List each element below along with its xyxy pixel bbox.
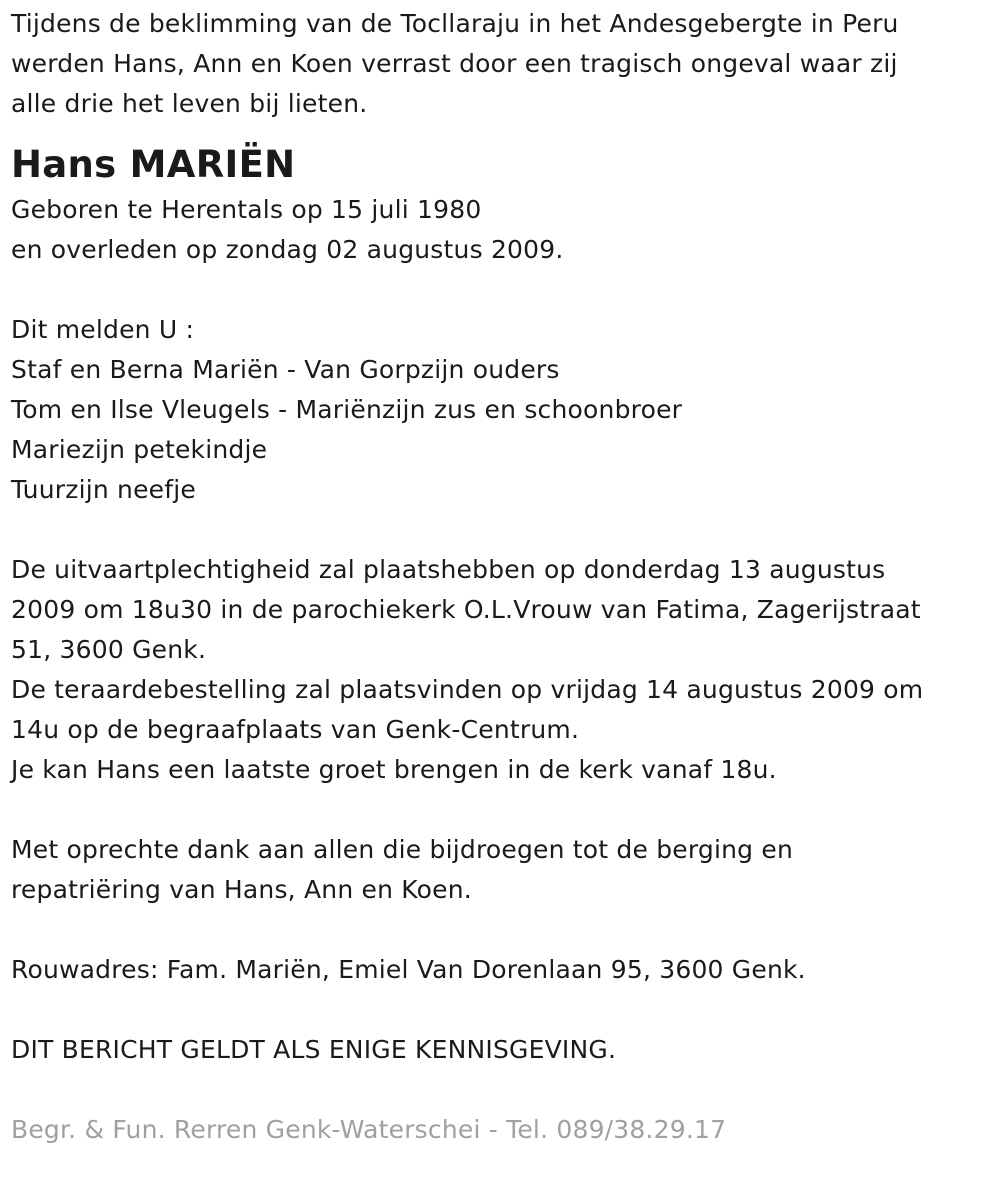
ceremony-line-3: 51, 3600 Genk. bbox=[11, 635, 207, 664]
burial-line-2: 14u op de begraafplaats van Genk-Centrum. bbox=[11, 715, 580, 744]
birth-line: Geboren te Herentals op 15 juli 1980 bbox=[11, 195, 482, 224]
spacer bbox=[11, 510, 1000, 550]
intro-paragraph bbox=[11, 4, 1000, 124]
notice-line: DIT BERICHT GELDT ALS ENIGE KENNISGEVING. bbox=[11, 1035, 617, 1064]
spacer bbox=[11, 910, 1000, 950]
burial-line-1: De teraardebestelling zal plaatsvinden op vrijdag 14 augustus 2009 om bbox=[11, 675, 924, 704]
death-line: en overleden op zondag 02 augustus 2009. bbox=[11, 235, 564, 264]
spacer bbox=[11, 790, 1000, 830]
spacer bbox=[11, 1070, 1000, 1110]
intro-line-1: Tijdens de beklimming van de Tocllaraju in het Andesgebergte in Peru bbox=[11, 9, 899, 38]
spacer bbox=[11, 270, 1000, 310]
spacer bbox=[11, 990, 1000, 1030]
announcers-intro: Dit melden U : bbox=[11, 315, 195, 344]
intro-line-2: werden Hans, Ann en Koen verrast door een tragisch ongeval waar zij bbox=[11, 49, 898, 78]
birth-death-block bbox=[11, 190, 1000, 270]
list-item: Staf en Berna Mariën - Van Gorpzijn ouders bbox=[11, 355, 560, 384]
announcers-block bbox=[11, 310, 1000, 510]
list-item: Mariezijn petekindje bbox=[11, 435, 268, 464]
funeral-home-footer: Begr. & Fun. Rerren Genk-Waterschei - Tel. 089/38.29.17 bbox=[11, 1115, 727, 1144]
ceremony-line-1: De uitvaartplechtigheid zal plaatshebben op donderdag 13 augustus bbox=[11, 555, 886, 584]
list-item: Tom en Ilse Vleugels - Mariënzijn zus en schoonbroer bbox=[11, 395, 683, 424]
list-item: Tuurzijn neefje bbox=[11, 475, 196, 504]
mourning-address: Rouwadres: Fam. Mariën, Emiel Van Dorenlaan 95, 3600 Genk. bbox=[11, 955, 806, 984]
visitation-line: Je kan Hans een laatste groet brengen in de kerk vanaf 18u. bbox=[11, 755, 777, 784]
thanks-block bbox=[11, 830, 1000, 910]
intro-line-3: alle drie het leven bij lieten. bbox=[11, 89, 368, 118]
deceased-name-heading: Hans MARIËN bbox=[11, 143, 296, 186]
thanks-line-2: repatriëring van Hans, Ann en Koen. bbox=[11, 875, 472, 904]
ceremony-block bbox=[11, 550, 1000, 790]
thanks-line-1: Met oprechte dank aan allen die bijdroegen tot de berging en bbox=[11, 835, 794, 864]
ceremony-line-2: 2009 om 18u30 in de parochiekerk O.L.Vrouw van Fatima, Zagerijstraat bbox=[11, 595, 921, 624]
